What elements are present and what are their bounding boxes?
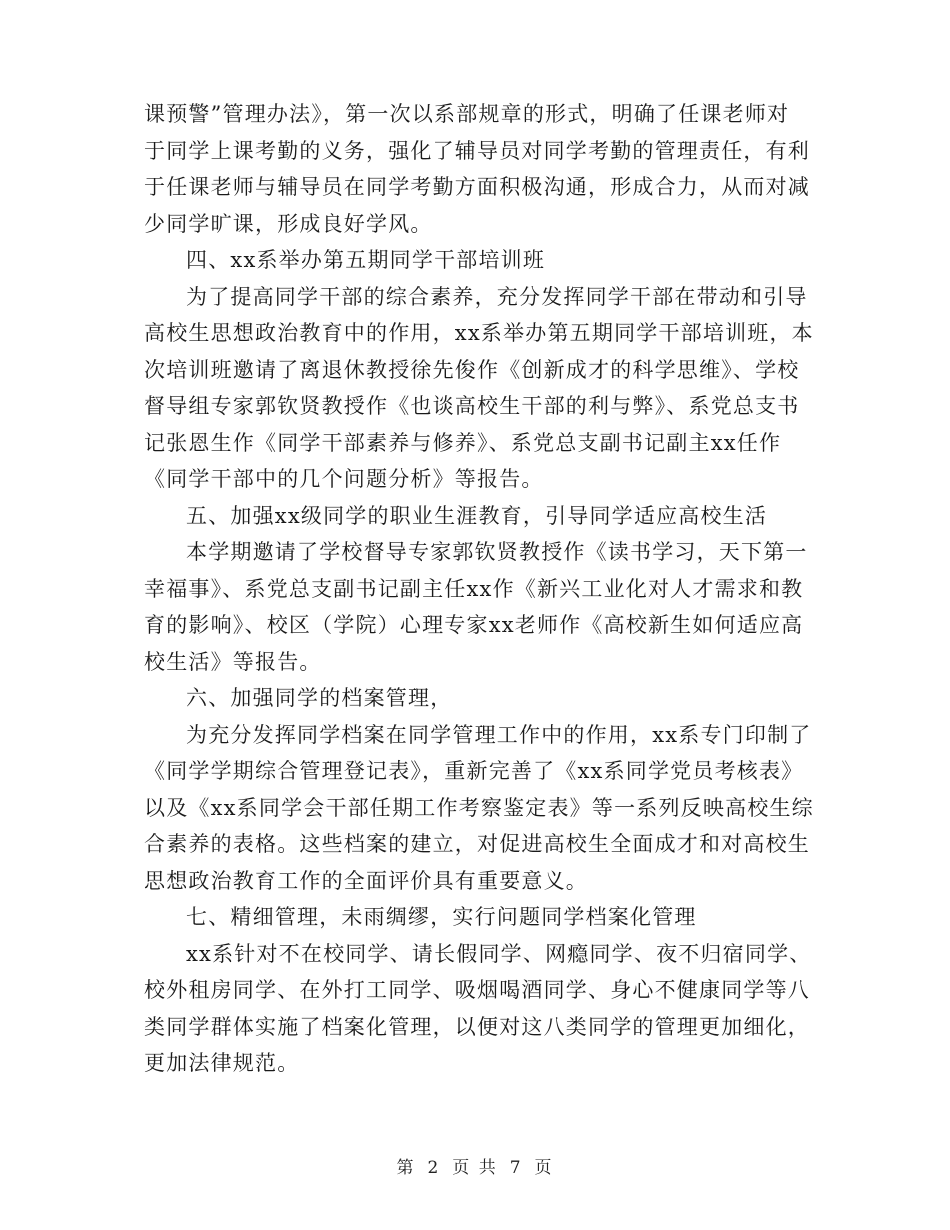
body-line: 督导组专家郭钦贤教授作《也谈高校生干部的利与弊》、系党总支书 [144, 394, 800, 418]
body-line: 《同学学期综合管理登记表》，重新完善了《xx系同学党员考核表》 [144, 759, 804, 783]
body-line: 为了提高同学干部的综合素养，充分发挥同学干部在带动和引导 [186, 284, 808, 309]
body-line: 于同学上课考勤的义务，强化了辅导员对同学考勤的管理责任，有利 [144, 138, 810, 163]
document-body [144, 96, 814, 1082]
body-line: xx系针对不在校同学、请长假同学、网瘾同学、夜不归宿同学、 [186, 941, 812, 966]
section-heading-5: 五、加强xx级同学的职业生涯教育，引导同学适应高校生活 [186, 503, 768, 528]
body-line: 高校生思想政治教育中的作用，xx系举办第五期同学干部培训班，本 [144, 321, 814, 345]
body-line: 少同学旷课，形成良好学风。 [144, 211, 433, 236]
body-line: 更加法律规范。 [144, 1051, 300, 1075]
body-line: 合素养的表格。这些档案的建立，对促进高校生全面成才和对高校生 [144, 832, 810, 856]
body-line: 以及《xx系同学会干部任期工作考察鉴定表》等一系列反映高校生综 [144, 795, 814, 820]
body-line: 校生活》等报告。 [144, 649, 322, 674]
footer-prefix: 第 [396, 1158, 416, 1178]
section-heading-4: 四、xx系举办第五期同学干部培训班 [186, 248, 546, 272]
body-line: 于任课老师与辅导员在同学考勤方面积极沟通，形成合力，从而对减 [144, 175, 810, 199]
body-line: 类同学群体实施了档案化管理，以便对这八类同学的管理更加细化， [144, 1014, 810, 1039]
footer-middle: 页 共 [452, 1158, 498, 1178]
body-line: 育的影响》、校区（学院）心理专家xx老师作《高校新生如何适应高 [144, 613, 804, 637]
body-line: 为充分发挥同学档案在同学管理工作中的作用，xx系专门印制了 [186, 722, 812, 747]
body-line: 幸福事》、系党总支副书记副主任xx作《新兴工业化对人才需求和教 [144, 576, 804, 601]
body-line: 记张恩生作《同学干部素养与修养》、系党总支副书记副主xx任作 [144, 430, 782, 455]
body-line: 次培训班邀请了离退休教授徐先俊作《创新成才的科学思维》、学校 [144, 357, 800, 382]
body-line: 思想政治教育工作的全面评价具有重要意义。 [144, 868, 588, 893]
body-line: 校外租房同学、在外打工同学、吸烟喝酒同学、身心不健康同学等八 [144, 978, 810, 1002]
body-line: 本学期邀请了学校督导专家郭钦贤教授作《读书学习，天下第一 [186, 540, 808, 564]
footer-total-pages: 7 [509, 1158, 523, 1178]
footer-page-number: 2 [427, 1158, 441, 1178]
body-line: 课预警”管理办法》，第一次以系部规章的形式，明确了任课老师对 [144, 102, 790, 126]
page-footer [0, 1153, 950, 1178]
section-heading-6: 六、加强同学的档案管理， [186, 686, 453, 710]
section-heading-7: 七、精细管理，未雨绸缪，实行问题同学档案化管理 [186, 905, 697, 929]
body-line: 《同学干部中的几个问题分析》等报告。 [144, 467, 544, 491]
footer-suffix: 页 [534, 1158, 554, 1178]
